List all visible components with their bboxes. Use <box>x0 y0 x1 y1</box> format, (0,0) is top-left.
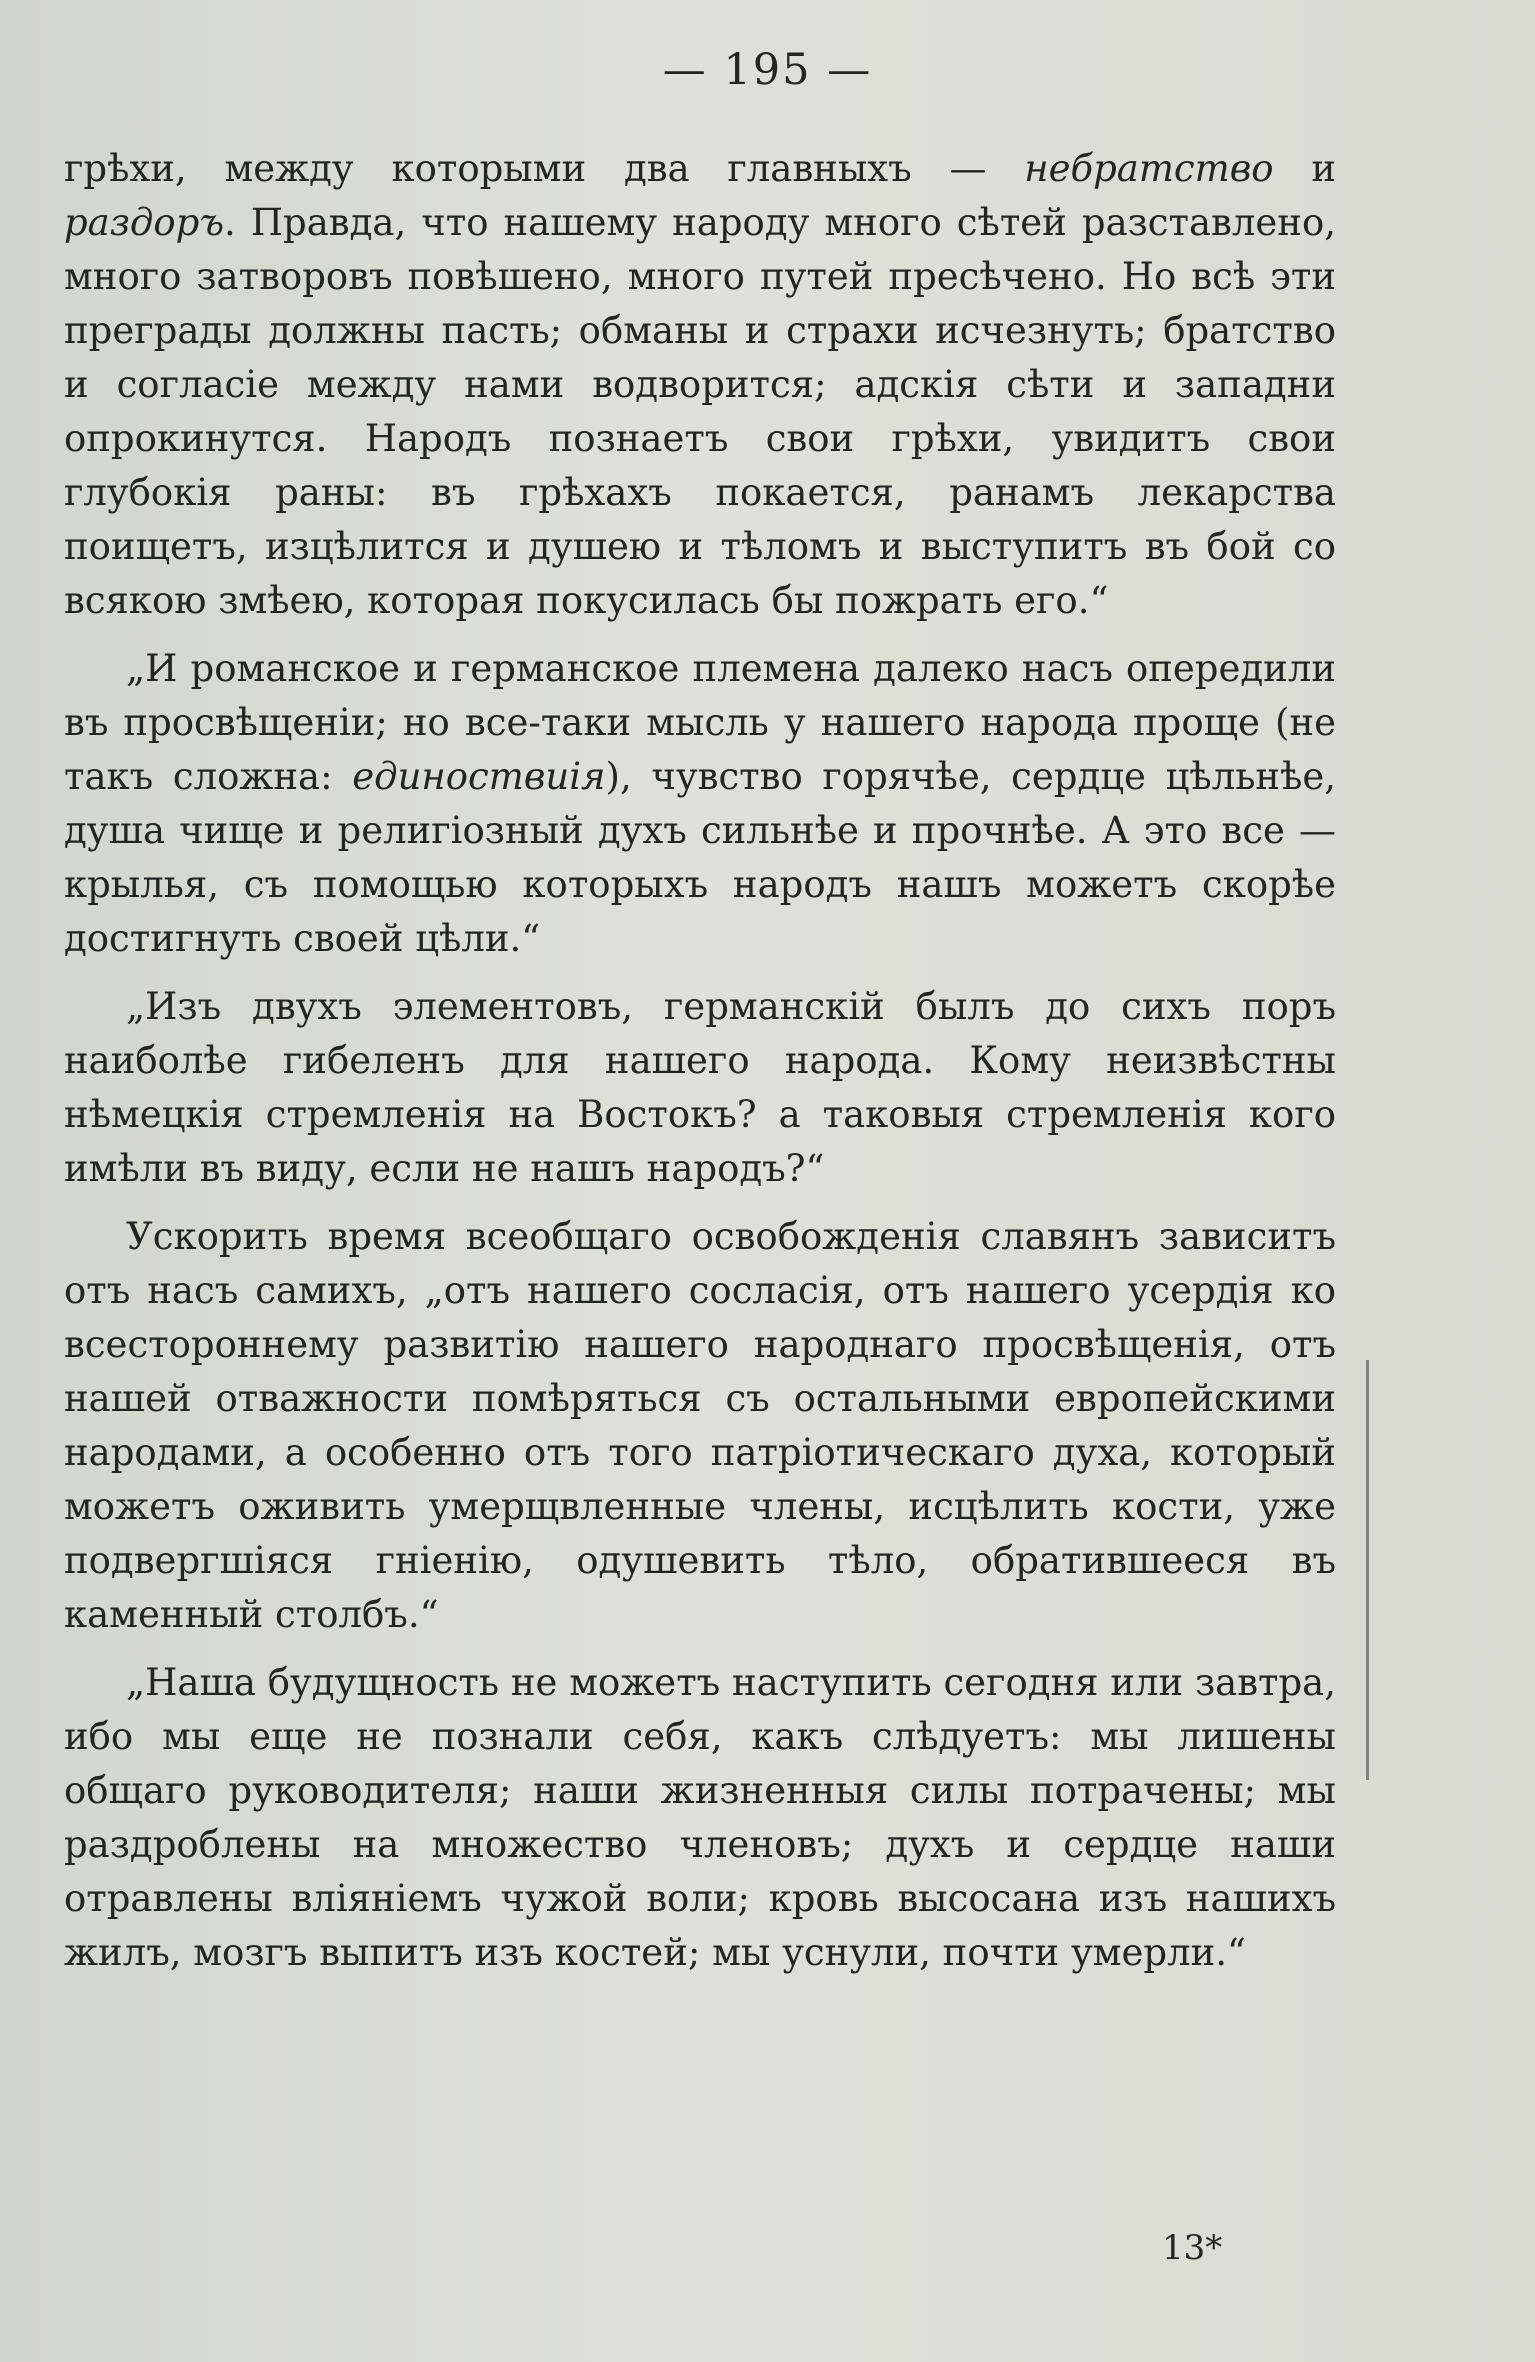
page-number: — 195 — <box>662 45 873 95</box>
text-run: „Изъ двухъ элементовъ, германскій былъ до сихъ поръ наиболѣе гибеленъ для нашего народа. Кому неизвѣстны нѣмецкія стремленія на Востокъ? а таковыя стремленія кого имѣли въ виду, если не нашъ народъ?“ <box>64 985 1336 1190</box>
text-run: „Наша будущность не можетъ наступить сегодня или завтра, ибо мы еще не познали себя, какъ слѣдуетъ: мы лишены общаго руководителя; наши жизненныя силы потрачены; мы раздроблены на множество членовъ; духъ и сердце наши отравлены вліяніемъ чужой воли; кровь высосана изъ нашихъ жилъ, мозгъ выпитъ изъ костей; мы уснули, почти умерли.“ <box>64 1661 1336 1974</box>
body-text <box>64 142 1336 1994</box>
text-run: . Правда, что нашему народу много сѣтей разставлено, много затворовъ повѣшено, много путей пресѣчено. Но всѣ эти преграды должны пасть; обманы и страхи исчезнуть; братство и согласіе между нами водворится; адскія сѣти и западни опрокинутся. Народъ познаетъ свои грѣхи, увидитъ свои глубокія раны: въ грѣхахъ покается, ранамъ лекарства поищетъ, изцѣлится и душею и тѣломъ и выступитъ въ бой со всякою змѣею, которая покусилась бы пожрать его.“ <box>64 201 1336 622</box>
italic-term: раздоръ <box>64 201 224 244</box>
italic-term: единоствиія <box>352 755 606 798</box>
text-run: ), чувство горячѣе, сердце цѣльнѣе, душа чище и религіозный духъ сильнѣе и прочнѣе. А это все — крылья, съ помощью которыхъ народъ нашъ можетъ скорѣе достигнуть своей цѣли.“ <box>64 755 1336 960</box>
paragraph <box>64 1210 1336 1642</box>
margin-rule <box>1366 1360 1369 1780</box>
paragraph <box>64 642 1336 966</box>
paragraph <box>64 1656 1336 1980</box>
text-run: „И романское и германское племена далеко насъ опередили въ просвѣщеніи; но все-таки мысль у нашего народа проще (не такъ сложна: <box>64 647 1336 798</box>
text-run: и <box>1273 147 1336 190</box>
text-run: Ускорить время всеобщаго освобожденія славянъ зависитъ отъ насъ самихъ, „отъ нашего сосласія, отъ нашего усердія ко всестороннему развитію нашего народнаго просвѣщенія, отъ нашей отважности помѣряться съ остальными европейскими народами, а особенно отъ того патріотическаго духа, который можетъ оживить умерщвленные члены, исцѣлить кости, уже подвергшіяся гніенію, одушевить тѣло, обратившееся въ каменный столбъ.“ <box>64 1215 1336 1636</box>
signature-mark: 13* <box>1162 2228 1223 2268</box>
text-run: грѣхи, между которыми два главныхъ — <box>64 147 1025 190</box>
italic-term: небратство <box>1024 147 1274 190</box>
paragraph <box>64 142 1336 628</box>
paragraph <box>64 980 1336 1196</box>
